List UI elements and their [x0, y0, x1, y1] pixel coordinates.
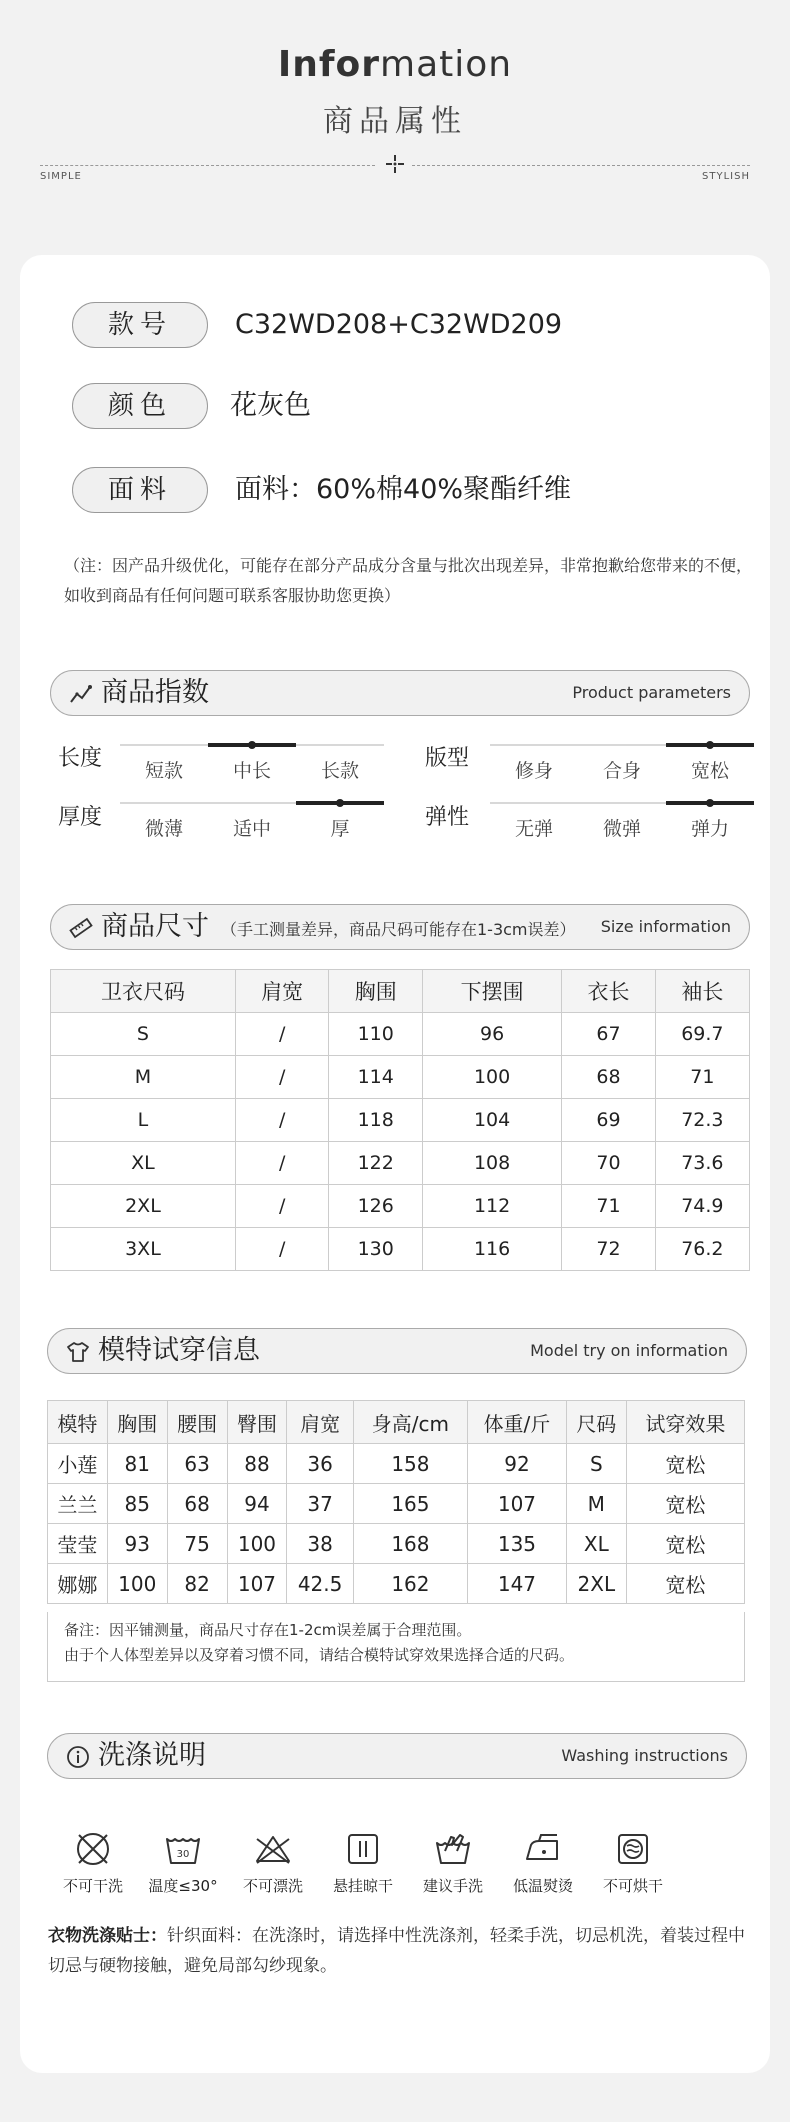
- table-row: [51, 1228, 750, 1271]
- wash-label: 建议手洗: [422, 1877, 483, 1895]
- table-header-row: [48, 1401, 745, 1444]
- table-cell: 94: [227, 1484, 287, 1524]
- index-label-thickness: 厚度: [58, 805, 103, 830]
- attr-label: 面料: [72, 467, 208, 513]
- index-track-fit: [490, 744, 754, 784]
- table-cell: 147: [468, 1564, 567, 1604]
- index-option: 合身: [602, 760, 641, 782]
- index-selected-dot: [706, 799, 714, 807]
- model-note-line: 由于个人体型差异以及穿着习惯不同，请结合模特试穿效果选择合适的尺码。: [64, 1646, 575, 1664]
- table-row: [51, 1142, 750, 1185]
- wash-30-icon: [136, 1829, 230, 1896]
- attr-note-line: 如收到商品有任何问题可联系客服协助您更换）: [64, 586, 401, 605]
- table-row: [48, 1524, 745, 1564]
- index-option: 短款: [144, 760, 183, 782]
- table-header-cell: 模特: [48, 1401, 108, 1444]
- ruler-icon: [69, 916, 93, 940]
- table-cell: 92: [468, 1444, 567, 1484]
- table-cell: 兰兰: [48, 1484, 108, 1524]
- table-cell: S: [566, 1444, 626, 1484]
- table-cell: 36: [287, 1444, 353, 1484]
- table-cell: 116: [422, 1228, 561, 1271]
- table-cell: 88: [227, 1444, 287, 1484]
- table-header-cell: 试穿效果: [626, 1401, 744, 1444]
- index-track-length: [120, 744, 384, 784]
- care-tip-text: 针织面料：在洗涤时，请选择中性洗涤剂，轻柔手洗，切忌机洗，着装过程中切忌与硬物接触，避免局部勾纱现象。: [48, 1926, 745, 1976]
- table-cell: 100: [422, 1056, 561, 1099]
- table-header-cell: 体重/斤: [468, 1401, 567, 1444]
- table-cell: /: [235, 1099, 329, 1142]
- table-cell: 118: [329, 1099, 423, 1142]
- section-en-title: Size information: [600, 917, 731, 936]
- table-header-cell: 臀围: [227, 1401, 287, 1444]
- table-cell: 82: [167, 1564, 227, 1604]
- index-option: 微弹: [602, 818, 641, 840]
- table-cell: 68: [167, 1484, 227, 1524]
- index-label-length: 长度: [58, 746, 103, 771]
- table-cell: 100: [107, 1564, 167, 1604]
- attr-value: 面料：60%棉40%聚酯纤维: [235, 474, 572, 505]
- table-row: [51, 1056, 750, 1099]
- table-cell: 娜娜: [48, 1564, 108, 1604]
- table-cell: 165: [353, 1484, 467, 1524]
- wash-label: 低温熨烫: [512, 1877, 573, 1895]
- table-cell: 68: [562, 1056, 656, 1099]
- hand-wash-icon: [406, 1829, 500, 1896]
- table-cell: 104: [422, 1099, 561, 1142]
- table-row: [48, 1444, 745, 1484]
- index-option: 长款: [320, 760, 359, 782]
- table-header-cell: 下摆围: [422, 970, 561, 1013]
- wash-label: 温度≤30°: [148, 1877, 218, 1895]
- section-model: [47, 1328, 747, 1374]
- table-cell: 3XL: [51, 1228, 236, 1271]
- index-track-elasticity: [490, 802, 754, 842]
- table-cell: 71: [562, 1185, 656, 1228]
- table-cell: M: [566, 1484, 626, 1524]
- hang-dry-icon: [316, 1829, 410, 1896]
- low-iron-icon: [496, 1829, 590, 1896]
- table-header-cell: 卫衣尺码: [51, 970, 236, 1013]
- care-tip-title: 衣物洗涤贴士：: [48, 1926, 167, 1946]
- table-header-cell: 肩宽: [235, 970, 329, 1013]
- no-bleach-icon: [226, 1829, 320, 1896]
- index-label-fit: 版型: [425, 746, 470, 771]
- index-option: 中长: [232, 760, 271, 782]
- table-cell: 108: [422, 1142, 561, 1185]
- table-header-cell: 肩宽: [287, 1401, 353, 1444]
- index-option: 无弹: [514, 818, 553, 840]
- table-header-cell: 衣长: [562, 970, 656, 1013]
- table-cell: M: [51, 1056, 236, 1099]
- section-en-title: Model try on information: [530, 1341, 728, 1360]
- table-cell: 100: [227, 1524, 287, 1564]
- table-header-cell: 腰围: [167, 1401, 227, 1444]
- header-cn-title: 商品属性: [323, 104, 467, 139]
- size-table: [50, 969, 750, 1271]
- wash-label: 不可干洗: [62, 1877, 123, 1895]
- attr-label: 颜色: [72, 383, 208, 429]
- table-cell: 74.9: [655, 1185, 749, 1228]
- table-cell: XL: [51, 1142, 236, 1185]
- table-row: [48, 1484, 745, 1524]
- section-size: [50, 904, 750, 950]
- table-cell: 96: [422, 1013, 561, 1056]
- section-subtitle: （手工测量差异，商品尺码可能存在1-3cm误差）: [221, 920, 576, 939]
- table-cell: 114: [329, 1056, 423, 1099]
- table-cell: 107: [468, 1484, 567, 1524]
- info-icon: [66, 1745, 90, 1769]
- page-header: [0, 0, 790, 200]
- index-track-thickness: [120, 802, 384, 842]
- section-en-title: Product parameters: [572, 683, 731, 702]
- header-en-title: Information: [277, 44, 513, 85]
- table-cell: 67: [562, 1013, 656, 1056]
- table-cell: 70: [562, 1142, 656, 1185]
- wash-label: 悬挂晾干: [332, 1877, 393, 1895]
- table-cell: 宽松: [626, 1484, 744, 1524]
- header-right-tag: STYLISH: [702, 171, 750, 182]
- attr-value: C32WD208+C32WD209: [235, 309, 563, 340]
- table-header-cell: 胸围: [329, 970, 423, 1013]
- index-label-elasticity: 弹性: [425, 805, 470, 830]
- model-note-line: 备注：因平铺测量，商品尺寸存在1-2cm误差属于合理范围。: [64, 1621, 472, 1639]
- attr-note-line: （注：因产品升级优化，可能存在部分产品成分含量与批次出现差异，非常抱歉给您带来的不便，: [64, 556, 753, 575]
- table-cell: XL: [566, 1524, 626, 1564]
- table-cell: 112: [422, 1185, 561, 1228]
- index-option: 弹力: [690, 818, 729, 840]
- section-product-index: [50, 670, 750, 716]
- model-note: [47, 1612, 745, 1682]
- svg-text:30: 30: [176, 1849, 190, 1860]
- table-cell: 37: [287, 1484, 353, 1524]
- no-tumble-dry-icon: [586, 1829, 680, 1896]
- table-cell: 71: [655, 1056, 749, 1099]
- section-title: 模特试穿信息: [98, 1335, 260, 1366]
- no-dry-clean-icon: [46, 1829, 140, 1896]
- table-header-cell: 胸围: [107, 1401, 167, 1444]
- table-cell: 小莲: [48, 1444, 108, 1484]
- section-title: 商品指数: [101, 677, 209, 708]
- table-cell: /: [235, 1056, 329, 1099]
- table-cell: 93: [107, 1524, 167, 1564]
- model-table: [47, 1400, 745, 1604]
- table-cell: 莹莹: [48, 1524, 108, 1564]
- table-cell: /: [235, 1185, 329, 1228]
- table-cell: 126: [329, 1185, 423, 1228]
- table-header-cell: 身高/cm: [353, 1401, 467, 1444]
- table-cell: /: [235, 1013, 329, 1056]
- table-cell: 63: [167, 1444, 227, 1484]
- table-cell: 宽松: [626, 1524, 744, 1564]
- attr-value: 花灰色: [230, 390, 311, 421]
- shirt-icon: [66, 1340, 90, 1364]
- table-cell: L: [51, 1099, 236, 1142]
- header-left-tag: SIMPLE: [40, 171, 82, 182]
- table-row: [51, 1013, 750, 1056]
- care-tip: [48, 1921, 754, 1981]
- table-cell: 158: [353, 1444, 467, 1484]
- table-cell: 73.6: [655, 1142, 749, 1185]
- table-row: [48, 1564, 745, 1604]
- table-header-cell: 袖长: [655, 970, 749, 1013]
- table-cell: 122: [329, 1142, 423, 1185]
- info-card: [20, 255, 770, 2073]
- trend-line-icon: [69, 682, 93, 706]
- table-cell: /: [235, 1228, 329, 1271]
- table-cell: 168: [353, 1524, 467, 1564]
- index-selected-dot: [248, 741, 256, 749]
- wash-label: 不可漂洗: [242, 1877, 303, 1895]
- section-title: 洗涤说明: [98, 1740, 206, 1771]
- table-cell: 72.3: [655, 1099, 749, 1142]
- table-cell: 75: [167, 1524, 227, 1564]
- table-row: [51, 1099, 750, 1142]
- section-washing: [47, 1733, 747, 1779]
- index-option: 微薄: [144, 818, 183, 840]
- index-option: 宽松: [690, 760, 729, 782]
- table-cell: 宽松: [626, 1444, 744, 1484]
- table-cell: 162: [353, 1564, 467, 1604]
- table-header-row: [51, 970, 750, 1013]
- table-cell: 宽松: [626, 1564, 744, 1604]
- table-cell: 135: [468, 1524, 567, 1564]
- index-selected-dot: [336, 799, 344, 807]
- table-cell: 69: [562, 1099, 656, 1142]
- header-divider-right: [412, 165, 750, 166]
- index-option: 厚: [330, 818, 350, 840]
- table-cell: S: [51, 1013, 236, 1056]
- table-header-cell: 尺码: [566, 1401, 626, 1444]
- table-cell: 107: [227, 1564, 287, 1604]
- table-cell: 2XL: [51, 1185, 236, 1228]
- attr-note: [64, 551, 754, 611]
- attr-label: 款号: [72, 302, 208, 348]
- index-option: 适中: [232, 818, 271, 840]
- wash-label: 不可烘干: [602, 1877, 663, 1895]
- table-cell: 42.5: [287, 1564, 353, 1604]
- table-cell: 72: [562, 1228, 656, 1271]
- table-cell: 81: [107, 1444, 167, 1484]
- header-divider-left: [40, 165, 375, 166]
- index-option: 修身: [514, 760, 553, 782]
- table-cell: 85: [107, 1484, 167, 1524]
- table-cell: 38: [287, 1524, 353, 1564]
- table-cell: /: [235, 1142, 329, 1185]
- section-title: 商品尺寸 （手工测量差异，商品尺码可能存在1-3cm误差）: [101, 911, 576, 942]
- section-en-title: Washing instructions: [561, 1746, 728, 1765]
- table-cell: 76.2: [655, 1228, 749, 1271]
- cross-ornament-icon: [384, 153, 406, 175]
- table-cell: 2XL: [566, 1564, 626, 1604]
- table-cell: 69.7: [655, 1013, 749, 1056]
- table-cell: 110: [329, 1013, 423, 1056]
- index-selected-dot: [706, 741, 714, 749]
- table-cell: 130: [329, 1228, 423, 1271]
- table-row: [51, 1185, 750, 1228]
